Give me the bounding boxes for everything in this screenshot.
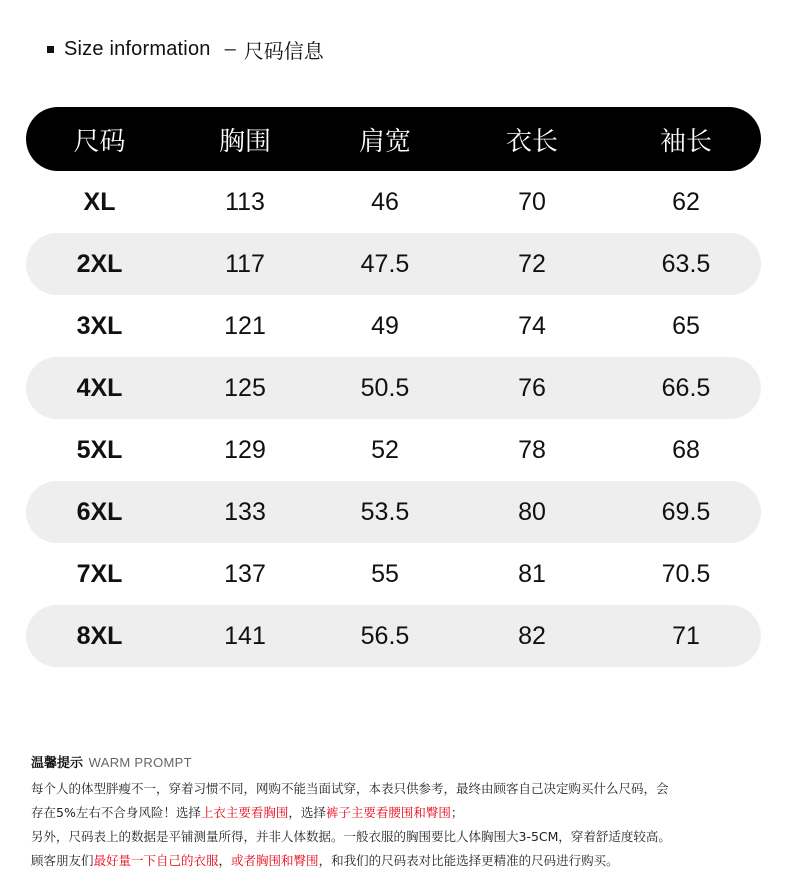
cell-shoulder: 53.5 (360, 497, 410, 526)
prompt-title-en: WARM PROMPT (88, 755, 192, 770)
title-separator: – (224, 37, 236, 60)
cell-length: 76 (518, 373, 546, 402)
section-title (47, 34, 324, 64)
cell-chest: 125 (224, 373, 266, 402)
cell-length: 80 (518, 497, 546, 526)
cell-shoulder: 56.5 (360, 621, 410, 650)
prompt-title-cn: 温馨提示 (31, 756, 84, 771)
prompt-line-3: 另外，尺码表上的数据是平铺测量所得，并非人体数据。一般衣服的胸围要比人体胸围大3-5CM，穿着舒适度较高。 (31, 829, 671, 844)
title-english: Size information (64, 37, 211, 60)
cell-sleeve: 66.5 (661, 373, 711, 402)
cell-size: 6XL (76, 497, 123, 526)
cell-shoulder: 49 (371, 311, 399, 340)
cell-shoulder: 55 (371, 559, 399, 588)
cell-shoulder: 52 (371, 435, 399, 464)
header-sleeve: 袖长 (659, 126, 712, 157)
cell-length: 74 (518, 311, 546, 340)
cell-sleeve: 62 (672, 187, 700, 216)
cell-chest: 121 (224, 311, 266, 340)
cell-chest: 113 (225, 187, 265, 216)
table-row (26, 605, 761, 667)
prompt-highlight-chest-hip: 或者胸围和臀围 (231, 853, 319, 868)
header-chest: 胸围 (218, 126, 271, 157)
cell-size: 5XL (76, 435, 123, 464)
header-length: 衣长 (505, 126, 558, 157)
prompt-text: ， (218, 853, 232, 868)
cell-sleeve: 65 (672, 311, 700, 340)
table-header (26, 107, 761, 171)
prompt-highlight-top: 上衣主要看胸围 (200, 805, 289, 820)
table-row (26, 543, 761, 605)
cell-chest: 137 (224, 559, 266, 588)
cell-sleeve: 69.5 (661, 497, 711, 526)
cell-size: 2XL (76, 249, 123, 278)
cell-length: 82 (518, 621, 546, 650)
cell-chest: 117 (225, 249, 265, 278)
cell-sleeve: 63.5 (661, 249, 711, 278)
cell-size: 7XL (76, 559, 123, 588)
prompt-heading (31, 752, 771, 771)
prompt-highlight-pants: 裤子主要看腰围和臀围 (325, 805, 451, 820)
table-row (26, 357, 761, 419)
prompt-text: 存在5%左右不合身风险！选择 (31, 805, 201, 820)
prompt-text: ，和我们的尺码表对比能选择更精准的尺码进行购买。 (318, 853, 619, 868)
table-row (26, 419, 761, 481)
cell-sleeve: 70.5 (661, 559, 711, 588)
title-chinese: 尺码信息 (243, 38, 324, 63)
cell-sleeve: 68 (672, 435, 700, 464)
prompt-line-2 (31, 801, 771, 825)
cell-shoulder: 46 (371, 187, 399, 216)
cell-size: 3XL (76, 311, 123, 340)
prompt-line-4 (31, 849, 771, 873)
prompt-line-1: 每个人的体型胖瘦不一，穿着习惯不同，网购不能当面试穿，本表只供参考，最终由顾客自己决定购买什么尺码，会 (31, 781, 669, 796)
cell-length: 72 (518, 249, 546, 278)
cell-length: 78 (518, 435, 546, 464)
cell-length: 81 (518, 559, 546, 588)
header-shoulder: 肩宽 (358, 126, 411, 157)
table-row (26, 481, 761, 543)
size-table (26, 107, 761, 667)
prompt-highlight-measure: 最好量一下自己的衣服 (93, 853, 219, 868)
prompt-text: ； (450, 805, 464, 820)
cell-size: 8XL (76, 621, 123, 650)
cell-chest: 129 (224, 435, 266, 464)
table-row (26, 233, 761, 295)
cell-shoulder: 47.5 (360, 249, 410, 278)
cell-chest: 141 (224, 621, 266, 650)
warm-prompt (31, 752, 771, 873)
cell-sleeve: 71 (672, 621, 700, 650)
cell-shoulder: 50.5 (360, 373, 410, 402)
header-size: 尺码 (73, 126, 126, 157)
prompt-text: ，选择 (288, 805, 326, 820)
square-bullet-icon (47, 46, 54, 53)
prompt-text: 顾客朋友们 (31, 853, 94, 868)
table-row (26, 171, 761, 233)
cell-size: 4XL (76, 373, 123, 402)
table-row (26, 295, 761, 357)
cell-chest: 133 (224, 497, 266, 526)
cell-size: XL (83, 187, 116, 216)
cell-length: 70 (518, 187, 546, 216)
